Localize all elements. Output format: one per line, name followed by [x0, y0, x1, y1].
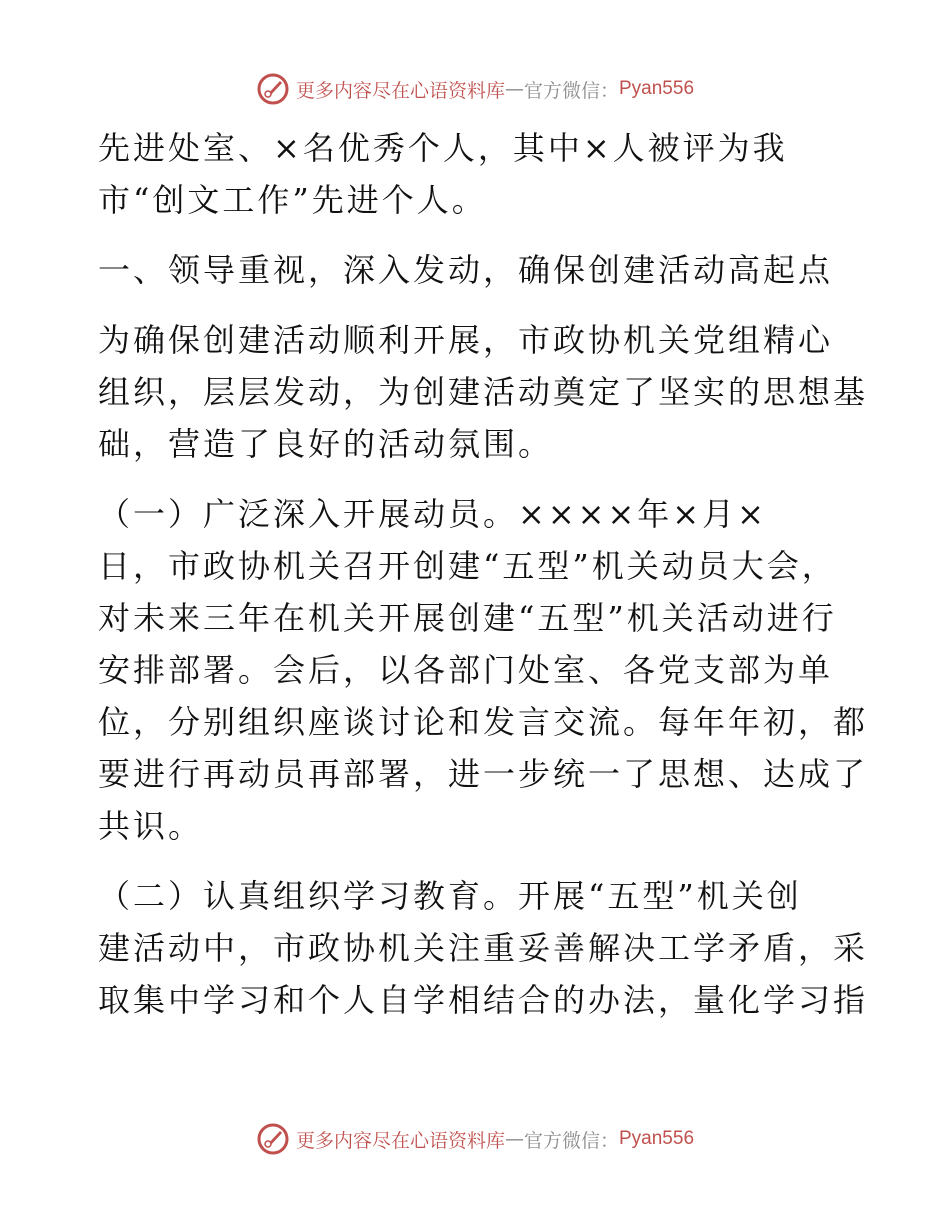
- text-line: 为确保创建活动顺利开展，市政协机关党组精心: [98, 321, 834, 359]
- text-line: （一）广泛深入开展动员。××××年×月×: [98, 495, 767, 533]
- quill-seal-icon: [256, 1122, 290, 1156]
- watermark-official-label: 官方微信：: [523, 1129, 619, 1152]
- text-line: 共识。: [98, 807, 204, 845]
- watermark-wechat-id: Pyan556: [619, 1128, 695, 1149]
- paragraph: [98, 488, 869, 852]
- footer-watermark: [0, 1122, 950, 1156]
- text-line: 础，营造了良好的活动氛围。: [98, 425, 554, 463]
- text-line: 对未来三年在机关开展创建“五型”机关活动进行: [98, 599, 837, 637]
- watermark-brand: 更多内容尽在心语资料库: [295, 79, 505, 102]
- section-heading: [98, 244, 858, 296]
- paragraph: [98, 314, 869, 470]
- quill-seal-icon: [256, 72, 290, 106]
- text-line: 一、领导重视，深入发动，确保创建活动高起点: [98, 251, 834, 289]
- text-line: 日，市政协机关召开创建“五型”机关动员大会，: [98, 547, 837, 585]
- watermark-brand: 更多内容尽在心语资料库: [295, 1129, 505, 1152]
- paragraph: [98, 122, 858, 226]
- text-line: 建活动中，市政协机关注重妥善解决工学矛盾，采: [98, 929, 869, 967]
- text-line: 取集中学习和个人自学相结合的办法，量化学习指: [98, 981, 869, 1019]
- text-line: 位，分别组织座谈讨论和发言交流。每年年初，都: [98, 703, 869, 741]
- watermark-official-label: 官方微信：: [523, 79, 619, 102]
- text-line: 先进处室、×名优秀个人，其中×人被评为我: [98, 129, 788, 167]
- watermark-separator: —: [504, 1128, 524, 1150]
- watermark-separator: —: [504, 78, 524, 100]
- text-line: （二）认真组织学习教育。开展“五型”机关创: [98, 877, 802, 915]
- watermark-wechat-id: Pyan556: [619, 78, 695, 99]
- document-body: [98, 122, 869, 1026]
- paragraph: [98, 870, 869, 1026]
- text-line: 市“创文工作”先进个人。: [98, 181, 487, 219]
- header-watermark: [0, 72, 950, 106]
- text-line: 安排部署。会后，以各部门处室、各党支部为单: [98, 651, 834, 689]
- text-line: 组织，层层发动，为创建活动奠定了坚实的思想基: [98, 373, 869, 411]
- text-line: 要进行再动员再部署，进一步统一了思想、达成了: [98, 755, 869, 793]
